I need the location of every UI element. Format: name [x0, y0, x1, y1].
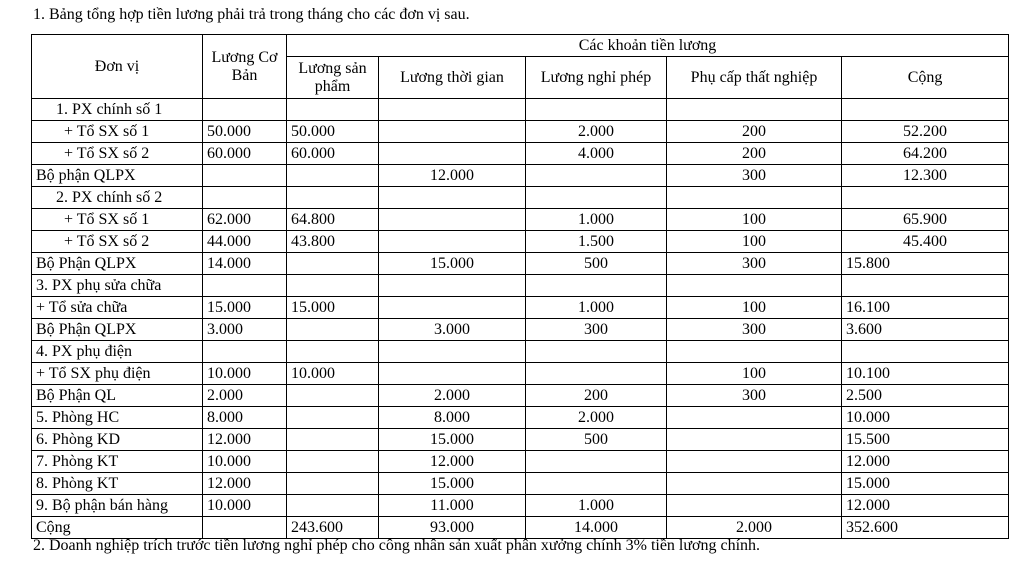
cell-nghi-phep — [526, 187, 667, 209]
cell-phu-cap: 2.000 — [667, 517, 842, 539]
cell-san-pham: 50.000 — [287, 121, 379, 143]
cell-nghi-phep: 500 — [526, 429, 667, 451]
cell-don-vi: 9. Bộ phận bán hàng — [32, 495, 203, 517]
cell-cong — [842, 187, 1009, 209]
table-row — [32, 231, 1009, 253]
header-luong-nghi-phep: Lương nghỉ phép — [526, 57, 667, 99]
cell-cong: 3.600 — [842, 319, 1009, 341]
cell-thoi-gian — [379, 209, 526, 231]
cell-thoi-gian: 12.000 — [379, 451, 526, 473]
cell-thoi-gian — [379, 363, 526, 385]
table-row — [32, 517, 1009, 539]
cell-phu-cap — [667, 473, 842, 495]
cell-phu-cap: 300 — [667, 319, 842, 341]
cell-cong: 2.500 — [842, 385, 1009, 407]
cell-cong: 52.200 — [842, 121, 1009, 143]
cell-thoi-gian: 15.000 — [379, 253, 526, 275]
header-don-vi: Đơn vị — [32, 35, 203, 99]
cell-nghi-phep — [526, 275, 667, 297]
cell-nghi-phep: 1.000 — [526, 495, 667, 517]
cell-thoi-gian: 8.000 — [379, 407, 526, 429]
page-heading: 1. Bảng tổng hợp tiền lương phải trả trong tháng cho các đơn vị sau. — [33, 6, 470, 23]
table-row — [32, 165, 1009, 187]
cell-co-ban — [203, 517, 287, 539]
cell-don-vi: 8. Phòng KT — [32, 473, 203, 495]
cell-san-pham — [287, 319, 379, 341]
cell-phu-cap: 100 — [667, 209, 842, 231]
cell-nghi-phep: 1.000 — [526, 209, 667, 231]
cell-thoi-gian — [379, 297, 526, 319]
cell-don-vi: + Tổ sửa chữa — [32, 297, 203, 319]
cell-phu-cap: 200 — [667, 143, 842, 165]
table-row — [32, 121, 1009, 143]
cell-co-ban: 8.000 — [203, 407, 287, 429]
cell-co-ban: 15.000 — [203, 297, 287, 319]
header-luong-san-pham: Lương sản phẩm — [287, 57, 379, 99]
header-luong-thoi-gian: Lương thời gian — [379, 57, 526, 99]
table-body — [32, 99, 1009, 539]
cell-san-pham — [287, 341, 379, 363]
cell-cong: 12.000 — [842, 451, 1009, 473]
cell-don-vi: 6. Phòng KD — [32, 429, 203, 451]
cell-co-ban: 2.000 — [203, 385, 287, 407]
cell-nghi-phep: 500 — [526, 253, 667, 275]
cell-thoi-gian — [379, 121, 526, 143]
cell-nghi-phep: 200 — [526, 385, 667, 407]
cell-phu-cap — [667, 187, 842, 209]
cell-phu-cap — [667, 341, 842, 363]
cell-phu-cap: 300 — [667, 385, 842, 407]
cell-don-vi: + Tổ SX số 1 — [32, 209, 203, 231]
cell-san-pham: 243.600 — [287, 517, 379, 539]
cell-phu-cap — [667, 407, 842, 429]
cell-san-pham: 60.000 — [287, 143, 379, 165]
table-row — [32, 143, 1009, 165]
cell-don-vi: 7. Phòng KT — [32, 451, 203, 473]
cell-san-pham — [287, 275, 379, 297]
cell-cong — [842, 99, 1009, 121]
cell-san-pham — [287, 385, 379, 407]
salary-table — [31, 34, 1009, 539]
cell-phu-cap — [667, 275, 842, 297]
table-row — [32, 187, 1009, 209]
cell-san-pham — [287, 473, 379, 495]
table-row — [32, 451, 1009, 473]
cell-san-pham — [287, 187, 379, 209]
table-row — [32, 209, 1009, 231]
cell-thoi-gian — [379, 99, 526, 121]
cell-don-vi: + Tổ SX số 1 — [32, 121, 203, 143]
cell-san-pham — [287, 99, 379, 121]
cell-don-vi: 4. PX phụ điện — [32, 341, 203, 363]
cell-cong: 64.200 — [842, 143, 1009, 165]
cell-cong: 12.000 — [842, 495, 1009, 517]
cell-don-vi: 1. PX chính số 1 — [32, 99, 203, 121]
cell-phu-cap — [667, 495, 842, 517]
cell-nghi-phep — [526, 363, 667, 385]
table-row — [32, 407, 1009, 429]
cell-don-vi: + Tổ SX số 2 — [32, 143, 203, 165]
cell-san-pham — [287, 407, 379, 429]
cell-co-ban — [203, 341, 287, 363]
cell-nghi-phep: 2.000 — [526, 407, 667, 429]
cell-cong — [842, 341, 1009, 363]
table-row — [32, 297, 1009, 319]
cell-thoi-gian — [379, 341, 526, 363]
cell-san-pham: 64.800 — [287, 209, 379, 231]
cell-san-pham — [287, 451, 379, 473]
page-footer-note: 2. Doanh nghiệp trích trước tiền lương nghỉ phép cho công nhân sản xuất phân xưởng chính 3% tiền lương chính. — [33, 537, 761, 554]
cell-phu-cap — [667, 99, 842, 121]
cell-thoi-gian: 15.000 — [379, 429, 526, 451]
cell-nghi-phep: 1.500 — [526, 231, 667, 253]
cell-cong: 352.600 — [842, 517, 1009, 539]
cell-nghi-phep — [526, 165, 667, 187]
table-row — [32, 99, 1009, 121]
cell-thoi-gian — [379, 187, 526, 209]
cell-cong: 65.900 — [842, 209, 1009, 231]
cell-co-ban: 14.000 — [203, 253, 287, 275]
cell-nghi-phep: 14.000 — [526, 517, 667, 539]
cell-san-pham — [287, 253, 379, 275]
cell-nghi-phep — [526, 99, 667, 121]
cell-phu-cap — [667, 429, 842, 451]
cell-nghi-phep: 4.000 — [526, 143, 667, 165]
header-luong-co-ban: Lương Cơ Bản — [203, 35, 287, 99]
cell-phu-cap: 100 — [667, 363, 842, 385]
cell-san-pham — [287, 429, 379, 451]
table-row — [32, 319, 1009, 341]
cell-don-vi: + Tổ SX số 2 — [32, 231, 203, 253]
cell-cong: 16.100 — [842, 297, 1009, 319]
cell-phu-cap: 100 — [667, 231, 842, 253]
cell-don-vi: Bộ phận QLPX — [32, 165, 203, 187]
cell-don-vi: 3. PX phụ sửa chữa — [32, 275, 203, 297]
cell-cong: 15.000 — [842, 473, 1009, 495]
cell-phu-cap: 300 — [667, 253, 842, 275]
table-row — [32, 363, 1009, 385]
cell-co-ban: 10.000 — [203, 451, 287, 473]
cell-thoi-gian: 11.000 — [379, 495, 526, 517]
cell-co-ban: 60.000 — [203, 143, 287, 165]
cell-san-pham — [287, 165, 379, 187]
cell-phu-cap: 200 — [667, 121, 842, 143]
cell-co-ban: 12.000 — [203, 429, 287, 451]
cell-cong: 12.300 — [842, 165, 1009, 187]
cell-san-pham: 43.800 — [287, 231, 379, 253]
cell-phu-cap: 300 — [667, 165, 842, 187]
cell-san-pham: 15.000 — [287, 297, 379, 319]
cell-co-ban: 62.000 — [203, 209, 287, 231]
table-row — [32, 341, 1009, 363]
cell-thoi-gian — [379, 275, 526, 297]
cell-nghi-phep — [526, 451, 667, 473]
cell-co-ban: 44.000 — [203, 231, 287, 253]
cell-co-ban: 10.000 — [203, 495, 287, 517]
cell-co-ban — [203, 275, 287, 297]
cell-don-vi: 2. PX chính số 2 — [32, 187, 203, 209]
cell-don-vi: + Tổ SX phụ điện — [32, 363, 203, 385]
cell-phu-cap — [667, 451, 842, 473]
table-row — [32, 253, 1009, 275]
table-row — [32, 385, 1009, 407]
cell-don-vi: Bộ Phận QLPX — [32, 253, 203, 275]
cell-cong: 15.500 — [842, 429, 1009, 451]
cell-co-ban: 3.000 — [203, 319, 287, 341]
cell-co-ban: 12.000 — [203, 473, 287, 495]
cell-co-ban: 50.000 — [203, 121, 287, 143]
header-phu-cap: Phụ cấp thất nghiệp — [667, 57, 842, 99]
cell-co-ban — [203, 165, 287, 187]
header-cong: Cộng — [842, 57, 1009, 99]
table-row — [32, 275, 1009, 297]
cell-thoi-gian: 12.000 — [379, 165, 526, 187]
table-row — [32, 473, 1009, 495]
cell-thoi-gian — [379, 143, 526, 165]
cell-don-vi: Cộng — [32, 517, 203, 539]
header-cac-khoan: Các khoản tiền lương — [287, 35, 1009, 57]
cell-cong: 10.100 — [842, 363, 1009, 385]
cell-don-vi: Bộ Phận QL — [32, 385, 203, 407]
cell-phu-cap: 100 — [667, 297, 842, 319]
cell-thoi-gian: 2.000 — [379, 385, 526, 407]
cell-cong: 10.000 — [842, 407, 1009, 429]
table-row — [32, 495, 1009, 517]
cell-nghi-phep — [526, 341, 667, 363]
cell-nghi-phep: 300 — [526, 319, 667, 341]
cell-cong — [842, 275, 1009, 297]
cell-thoi-gian: 93.000 — [379, 517, 526, 539]
cell-nghi-phep: 1.000 — [526, 297, 667, 319]
cell-nghi-phep — [526, 473, 667, 495]
cell-co-ban: 10.000 — [203, 363, 287, 385]
cell-thoi-gian: 15.000 — [379, 473, 526, 495]
cell-san-pham: 10.000 — [287, 363, 379, 385]
cell-cong: 45.400 — [842, 231, 1009, 253]
cell-co-ban — [203, 99, 287, 121]
cell-thoi-gian — [379, 231, 526, 253]
cell-co-ban — [203, 187, 287, 209]
table-header — [32, 35, 1009, 99]
cell-cong: 15.800 — [842, 253, 1009, 275]
cell-don-vi: Bộ Phận QLPX — [32, 319, 203, 341]
cell-thoi-gian: 3.000 — [379, 319, 526, 341]
table-row — [32, 429, 1009, 451]
cell-san-pham — [287, 495, 379, 517]
cell-nghi-phep: 2.000 — [526, 121, 667, 143]
cell-don-vi: 5. Phòng HC — [32, 407, 203, 429]
